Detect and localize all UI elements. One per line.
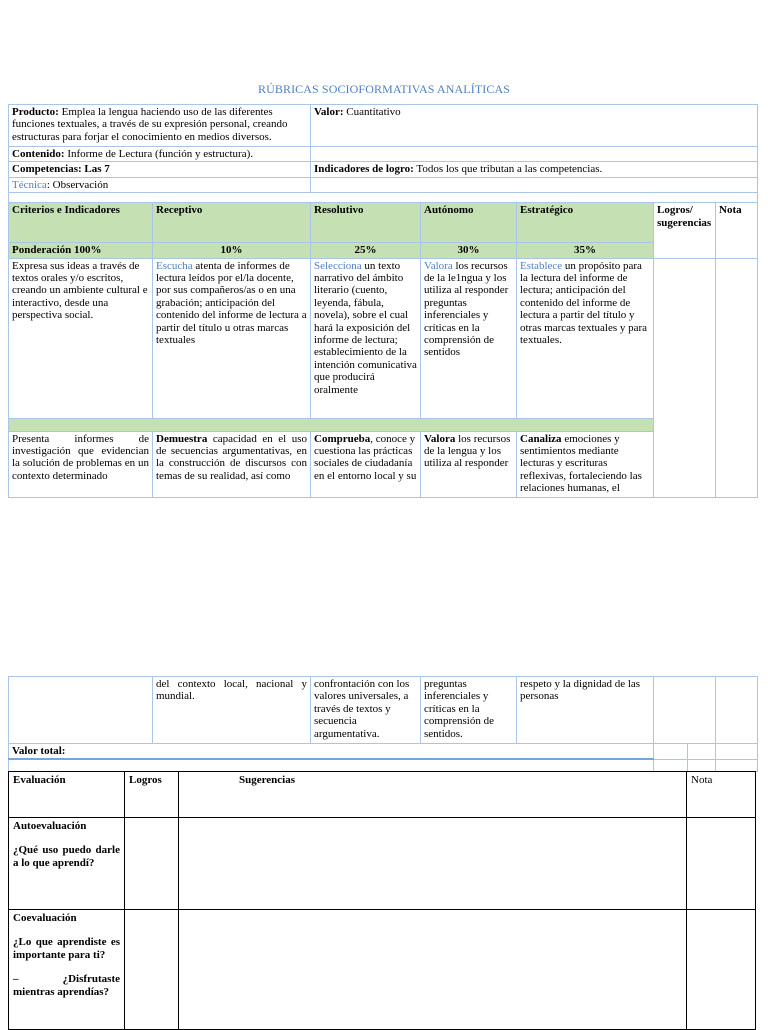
estrategico-cell: respeto y la dignidad de las personas [517, 677, 654, 744]
resolutivo-cell: Selecciona un texto narrativo del ámbito literario (cuento, leyenda, fábula, novela), sobre el cual hará la exposición del informe de lectura; establecimiento de la intención comunicativa que producirá oralmente [311, 258, 421, 418]
eval-header-nota: Nota [687, 772, 756, 818]
valor-total-label: Valor total: [9, 744, 654, 760]
ponderacion-resolutivo: 25% [311, 243, 421, 258]
autoevaluacion-cell: Autoevaluación ¿Qué uso puedo darle a lo que aprendí? [9, 818, 125, 910]
table-row [9, 818, 756, 910]
table-row [9, 677, 758, 744]
indicadores-cell: Indicadores de logro: Todos los que tributan a las competencias. [311, 162, 758, 177]
table-row [9, 431, 758, 497]
rubric-table [8, 104, 758, 498]
receptivo-cell: del contexto local, nacional y mundial. [153, 677, 311, 744]
ponderacion-receptivo: 10% [153, 243, 311, 258]
producto-cell: Producto: Emplea la lengua haciendo uso de las diferentes funciones textuales, a través de su expresión personal, creando estructuras para forjar el conocimiento en medios diversos. [9, 105, 311, 147]
criterio-cell: Presenta informes de investigación que evidencian la solución de problemas en un contexto determinado [9, 431, 153, 497]
ponderacion-autonomo: 30% [421, 243, 517, 258]
resolutivo-cell: Comprueba, conoce y cuestiona las prácticas sociales de ciudadanía en el entorno local y su [311, 431, 421, 497]
valor-cell: Valor: Cuantitativo [311, 105, 758, 147]
table-row [9, 910, 756, 1030]
rubric-table-continued [8, 676, 758, 772]
eval-header-evaluacion: Evaluación [9, 772, 125, 818]
tecnica-cell: Técnica: Observación [9, 177, 311, 192]
header-estrategico: Estratégico [517, 203, 654, 243]
contenido-cell: Contenido: Informe de Lectura (función y estructura). [9, 147, 311, 162]
header-criterios: Criterios e Indicadores [9, 203, 153, 243]
page-title: RÚBRICAS SOCIOFORMATIVAS ANALÍTICAS [258, 82, 510, 96]
receptivo-cell: Escucha atenta de informes de lectura leídos por el/la docente, por sus compañeros/as o en una grabación; anticipación del contenido del informe de lectura a partir del título u otras marcas textuales [153, 258, 311, 418]
autonomo-cell: Valora los recursos de la le1ngua y los utiliza al responder preguntas inferenciales y críticas en la comprensión de sentidos [421, 258, 517, 418]
separator-row [9, 418, 654, 431]
eval-header-sugerencias: Sugerencias [179, 772, 687, 818]
estrategico-cell: Canaliza emociones y sentimientos mediante lecturas y escrituras reflexivas, fortaleciendo las relaciones humanas, el [517, 431, 654, 497]
header-logros: Logros/ sugerencias [654, 203, 716, 258]
estrategico-cell: Establece un propósito para la lectura del informe de lectura; anticipación del contenido del informe de lectura a partir del título y otras marcas textuales y para textuales. [517, 258, 654, 418]
autonomo-cell: Valora los recursos de la lengua y los utiliza al responder [421, 431, 517, 497]
criterio-cell: Expresa sus ideas a través de textos orales y/o escritos, creando un ambiente cultural e interactivo, desde una perspectiva social. [9, 258, 153, 418]
competencias-cell: Competencias: Las 7 [9, 162, 311, 177]
header-autonomo: Autónomo [421, 203, 517, 243]
resolutivo-cell: confrontación con los valores universales, a través de textos y secuencia argumentativa. [311, 677, 421, 744]
autonomo-cell: preguntas inferenciales y críticas en la comprensión de sentidos. [421, 677, 517, 744]
header-nota: Nota [716, 203, 758, 258]
coevaluacion-cell: Coevaluación ¿Lo que aprendiste es importante para ti? – ¿Disfrutaste mientras aprendías? [9, 910, 125, 1030]
eval-header-logros: Logros [125, 772, 179, 818]
table-row [9, 258, 758, 418]
ponderacion-estrategico: 35% [517, 243, 654, 258]
ponderacion-label: Ponderación 100% [9, 243, 153, 258]
receptivo-cell: Demuestra capacidad en el uso de secuencias argumentativas, en la construcción de discursos con temas de su realidad, así como [153, 431, 311, 497]
evaluation-table [8, 771, 756, 1030]
header-receptivo: Receptivo [153, 203, 311, 243]
header-resolutivo: Resolutivo [311, 203, 421, 243]
